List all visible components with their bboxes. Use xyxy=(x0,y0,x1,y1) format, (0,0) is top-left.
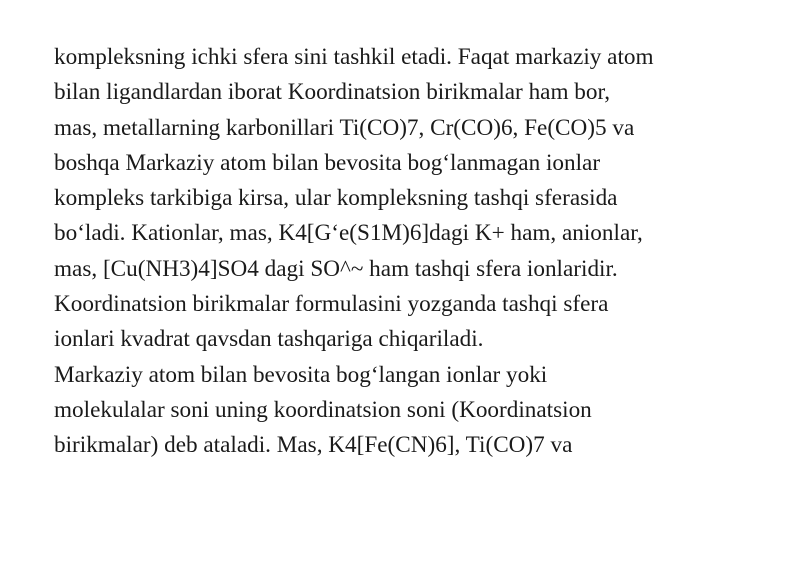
text-line: kompleks tarkibiga kirsa, ular kompleksning tashqi sferasida xyxy=(54,185,618,212)
text-line: Markaziy atom bilan bevosita bog‘langan ionlar yoki xyxy=(54,361,548,388)
text-line: bilan ligandlardan iborat Koordinatsion birikmalar ham bor, xyxy=(54,79,611,106)
text-line: Koordinatsion birikmalar formulasini yozganda tashqi sfera xyxy=(54,291,609,318)
text-line: ionlari kvadrat qavsdan tashqariga chiqariladi. xyxy=(54,326,484,353)
text-line: mas, metallarning karbonillari Ti(CO)7, Cr(CO)6, Fe(CO)5 va xyxy=(54,114,635,141)
text-line: bo‘ladi. Kationlar, mas, K4[G‘e(S1M)6]dagi K+ ham, anionlar, xyxy=(54,220,643,247)
text-line: birikmalar) deb ataladi. Mas, K4[Fe(CN)6], Ti(CO)7 va xyxy=(54,432,573,459)
text-line: boshqa Markaziy atom bilan bevosita bog‘lanmagan ionlar xyxy=(54,149,601,176)
text-line: mas, [Cu(NH3)4]SO4 dagi SO^~ ham tashqi sfera ionlaridir. xyxy=(54,255,618,282)
text-line: kompleksning ichki sfera sini tashkil etadi. Faqat markaziy atom xyxy=(54,44,654,70)
text-line: molekulalar soni uning koordinatsion soni (Koordinatsion xyxy=(54,396,592,423)
